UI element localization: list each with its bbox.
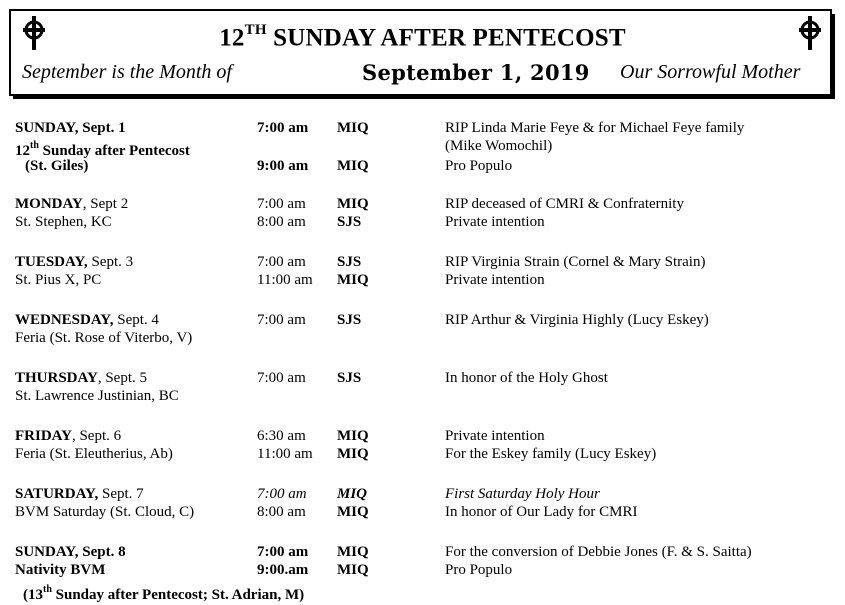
day-label: THURSDAY, Sept. 5 xyxy=(15,370,147,386)
mass-time: 9:00.am xyxy=(257,562,309,578)
mass-time: 11:00 am xyxy=(257,272,313,288)
mass-time: 7:00 am xyxy=(257,544,309,560)
mass-location: MIQ xyxy=(337,544,369,560)
day-label: SUNDAY, Sept. 1 xyxy=(15,120,126,136)
feast-label: St. Stephen, KC xyxy=(15,214,112,230)
month-dedication: Our Sorrowful Mother xyxy=(620,61,801,83)
mass-time: 7:00 am xyxy=(257,370,306,386)
mass-intention: Pro Populo xyxy=(445,158,513,174)
mass-time: 7:00 am xyxy=(257,120,309,136)
mass-time: 8:00 am xyxy=(257,214,306,230)
mass-intention: In honor of the Holy Ghost xyxy=(445,370,608,386)
day-label: SUNDAY, Sept. 8 xyxy=(15,544,126,560)
day-label: FRIDAY, Sept. 6 xyxy=(15,428,122,444)
day-label: WEDNESDAY, Sept. 4 xyxy=(15,312,159,328)
mass-location: SJS xyxy=(337,312,362,328)
mass-location: MIQ xyxy=(337,158,369,174)
feast-label: St. Pius X, PC xyxy=(15,272,102,288)
mass-intention: Private intention xyxy=(445,428,545,444)
mass-intention: Private intention xyxy=(445,214,545,230)
bulletin-date: September 1, 2019 xyxy=(362,60,590,85)
feast-label: BVM Saturday (St. Cloud, C) xyxy=(15,504,195,520)
feast-label: Feria (St. Rose of Viterbo, V) xyxy=(15,330,193,346)
mass-time: 8:00 am xyxy=(257,504,306,520)
mass-location: MIQ xyxy=(337,196,369,212)
mass-location: MIQ xyxy=(337,562,369,578)
mass-intention: RIP Virginia Strain (Cornel & Mary Strain) xyxy=(445,254,706,270)
mass-time: 11:00 am xyxy=(257,446,313,462)
mass-location: MIQ xyxy=(337,504,369,520)
feast-label: (St. Giles) xyxy=(25,158,89,174)
feast-label: (13th Sunday after Pentecost; St. Adrian, M) xyxy=(23,584,305,603)
mass-location: MIQ xyxy=(337,486,368,502)
mass-intention: First Saturday Holy Hour xyxy=(445,486,600,502)
month-dedication-label: September is the Month of xyxy=(22,61,232,83)
mass-intention: RIP Arthur & Virginia Highly (Lucy Eskey) xyxy=(445,312,709,328)
mass-intention: For the Eskey family (Lucy Eskey) xyxy=(445,446,657,462)
feast-label: 12th Sunday after Pentecost xyxy=(15,140,190,159)
mass-location: SJS xyxy=(337,254,362,270)
mass-time: 7:00 am xyxy=(257,312,306,328)
mass-time: 6:30 am xyxy=(257,428,306,444)
mass-intention: Private intention xyxy=(445,272,545,288)
mass-intention: RIP deceased of CMRI & Confraternity xyxy=(445,196,684,212)
mass-intention: Pro Populo xyxy=(445,562,513,578)
mass-time: 7:00 am xyxy=(257,486,307,502)
day-label: SATURDAY, Sept. 7 xyxy=(15,486,144,502)
mass-location: MIQ xyxy=(337,120,369,136)
mass-location: SJS xyxy=(337,370,362,386)
mass-intention: In honor of Our Lady for CMRI xyxy=(445,504,638,520)
mass-intention: For the conversion of Debbie Jones (F. & S. Saitta) xyxy=(445,544,752,560)
feast-label: Nativity BVM xyxy=(15,562,106,578)
mass-location: SJS xyxy=(337,214,362,230)
feast-label: St. Lawrence Justinian, BC xyxy=(15,388,179,404)
mass-intention: RIP Linda Marie Feye & for Michael Feye family xyxy=(445,120,745,136)
mass-time: 9:00 am xyxy=(257,158,309,174)
mass-location: MIQ xyxy=(337,428,369,444)
mass-time: 7:00 am xyxy=(257,254,306,270)
day-label: TUESDAY, Sept. 3 xyxy=(15,254,134,270)
mass-time: 7:00 am xyxy=(257,196,306,212)
feast-label: Feria (St. Eleutherius, Ab) xyxy=(15,446,173,462)
day-label: MONDAY, Sept 2 xyxy=(15,196,129,212)
mass-intention: (Mike Womochil) xyxy=(445,138,553,154)
mass-location: MIQ xyxy=(337,272,369,288)
page-title: 12TH SUNDAY AFTER PENTECOST xyxy=(219,22,626,52)
mass-location: MIQ xyxy=(337,446,369,462)
